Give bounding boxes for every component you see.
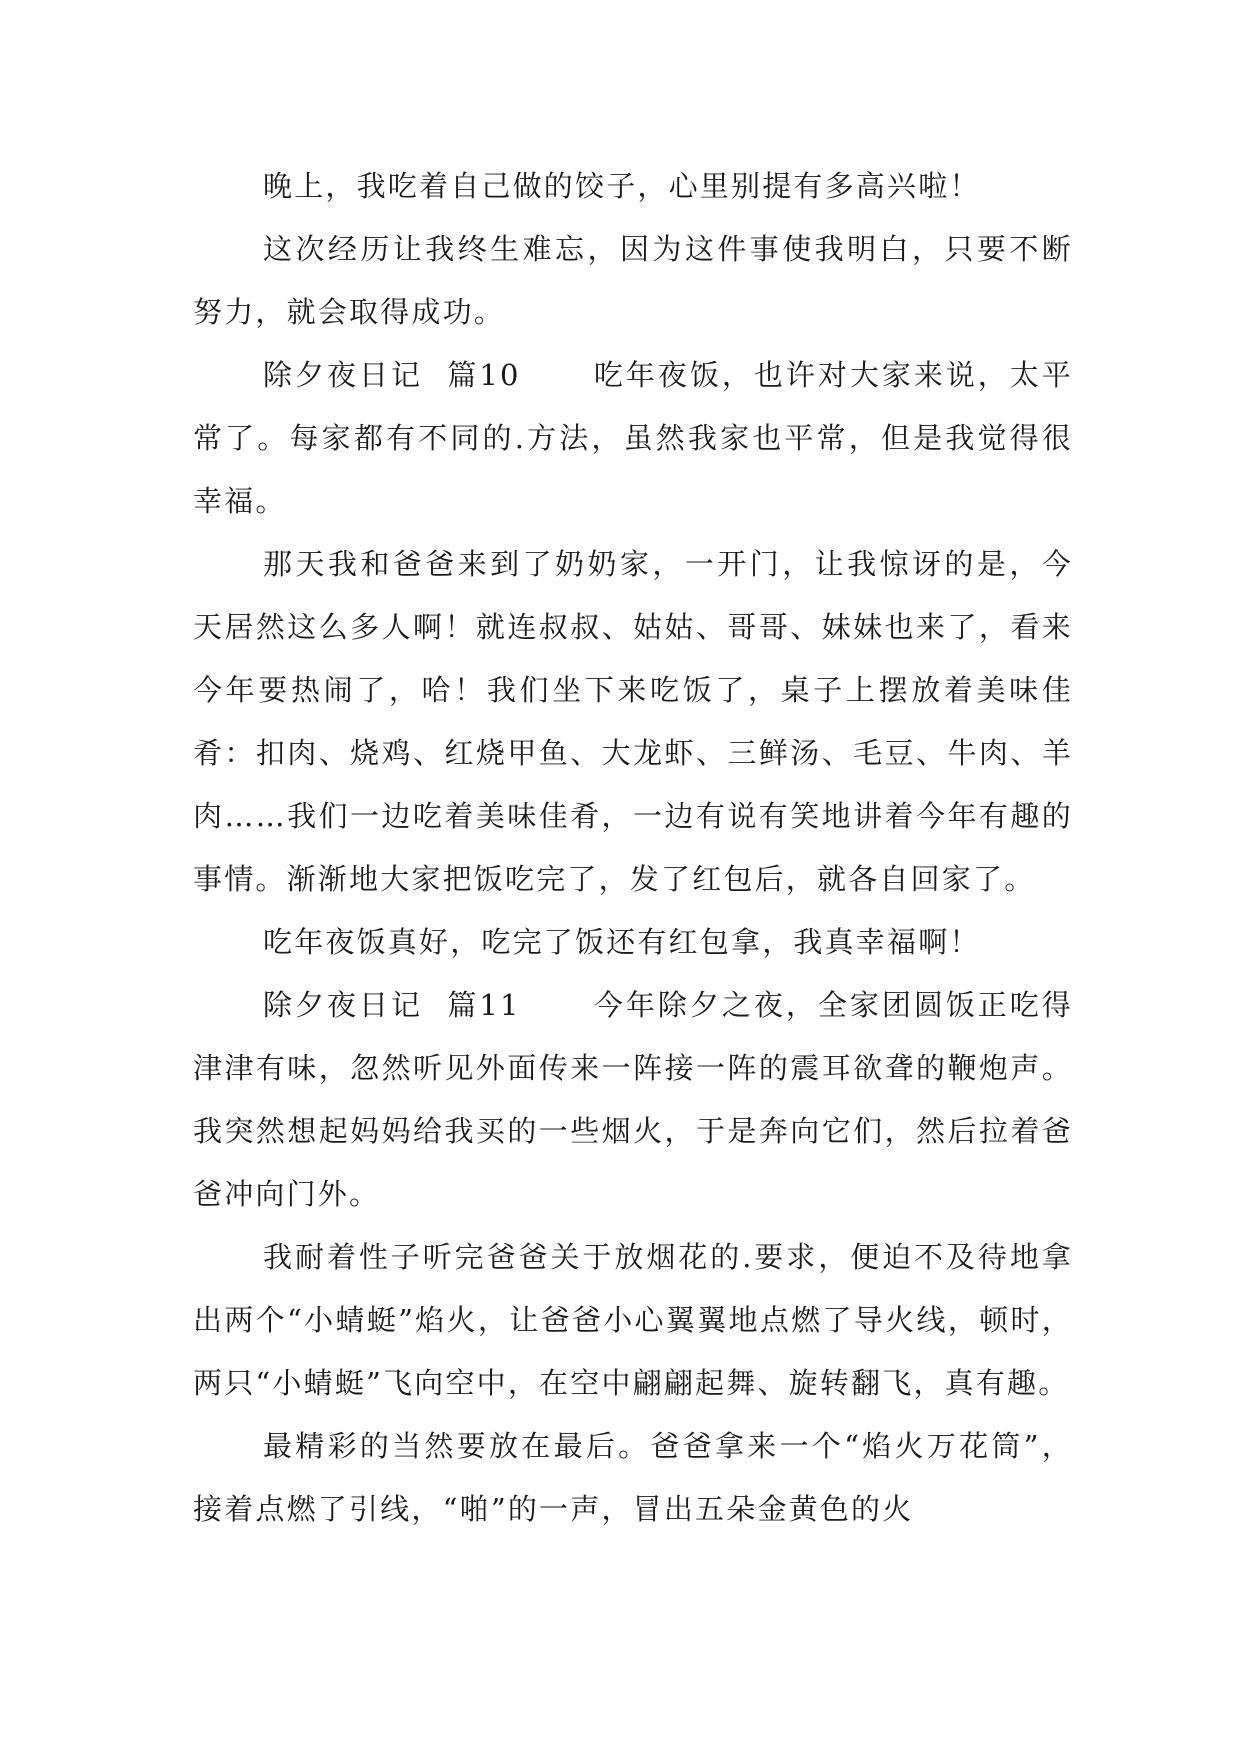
paragraph: 最精彩的当然要放在最后。爸爸拿来一个“焰火万花筒”，接着点燃了引线，“啪”的一声，冒出五朵金黄色的火 [193,1429,1073,1526]
paragraph: 晚上，我吃着自己做的饺子，心里别提有多高兴啦！ [263,169,981,203]
paragraph: 除夕夜日记 篇10 吃年夜饭，也许对大家来说，太平常了。每家都有不同的.方法，虽然我家也平常，但是我觉得很幸福。 [193,358,1073,518]
document-body [193,155,1073,1541]
paragraph: 我耐着性子听完爸爸关于放烟花的.要求，便迫不及待地拿出两个“小蜻蜓”焰火，让爸爸小心翼翼地点燃了导火线，顿时，两只“小蜻蜓”飞向空中，在空中翩翩起舞、旋转翻飞，真有趣。 [193,1240,1073,1400]
paragraph: 那天我和爸爸来到了奶奶家，一开门，让我惊讶的是，今天居然这么多人啊！就连叔叔、姑姑、哥哥、妹妹也来了，看来今年要热闹了，哈！我们坐下来吃饭了，桌子上摆放着美味佳肴：扣肉、烧鸡、红烧甲鱼、大龙虾、三鲜汤、毛豆、牛肉、羊肉……我们一边吃着美味佳肴，一边有说有笑地讲着今年有趣的事情。渐渐地大家把饭吃完了，发了红包后，就各自回家了。 [193,547,1073,896]
paragraph: 这次经历让我终生难忘，因为这件事使我明白，只要不断努力，就会取得成功。 [193,232,1073,329]
paragraph: 吃年夜饭真好，吃完了饭还有红包拿，我真幸福啊！ [263,925,981,959]
paragraph: 除夕夜日记 篇11 今年除夕之夜，全家团圆饭正吃得津津有味，忽然听见外面传来一阵接一阵的震耳欲聋的鞭炮声。我突然想起妈妈给我买的一些烟火，于是奔向它们，然后拉着爸爸冲向门外。 [193,988,1073,1211]
